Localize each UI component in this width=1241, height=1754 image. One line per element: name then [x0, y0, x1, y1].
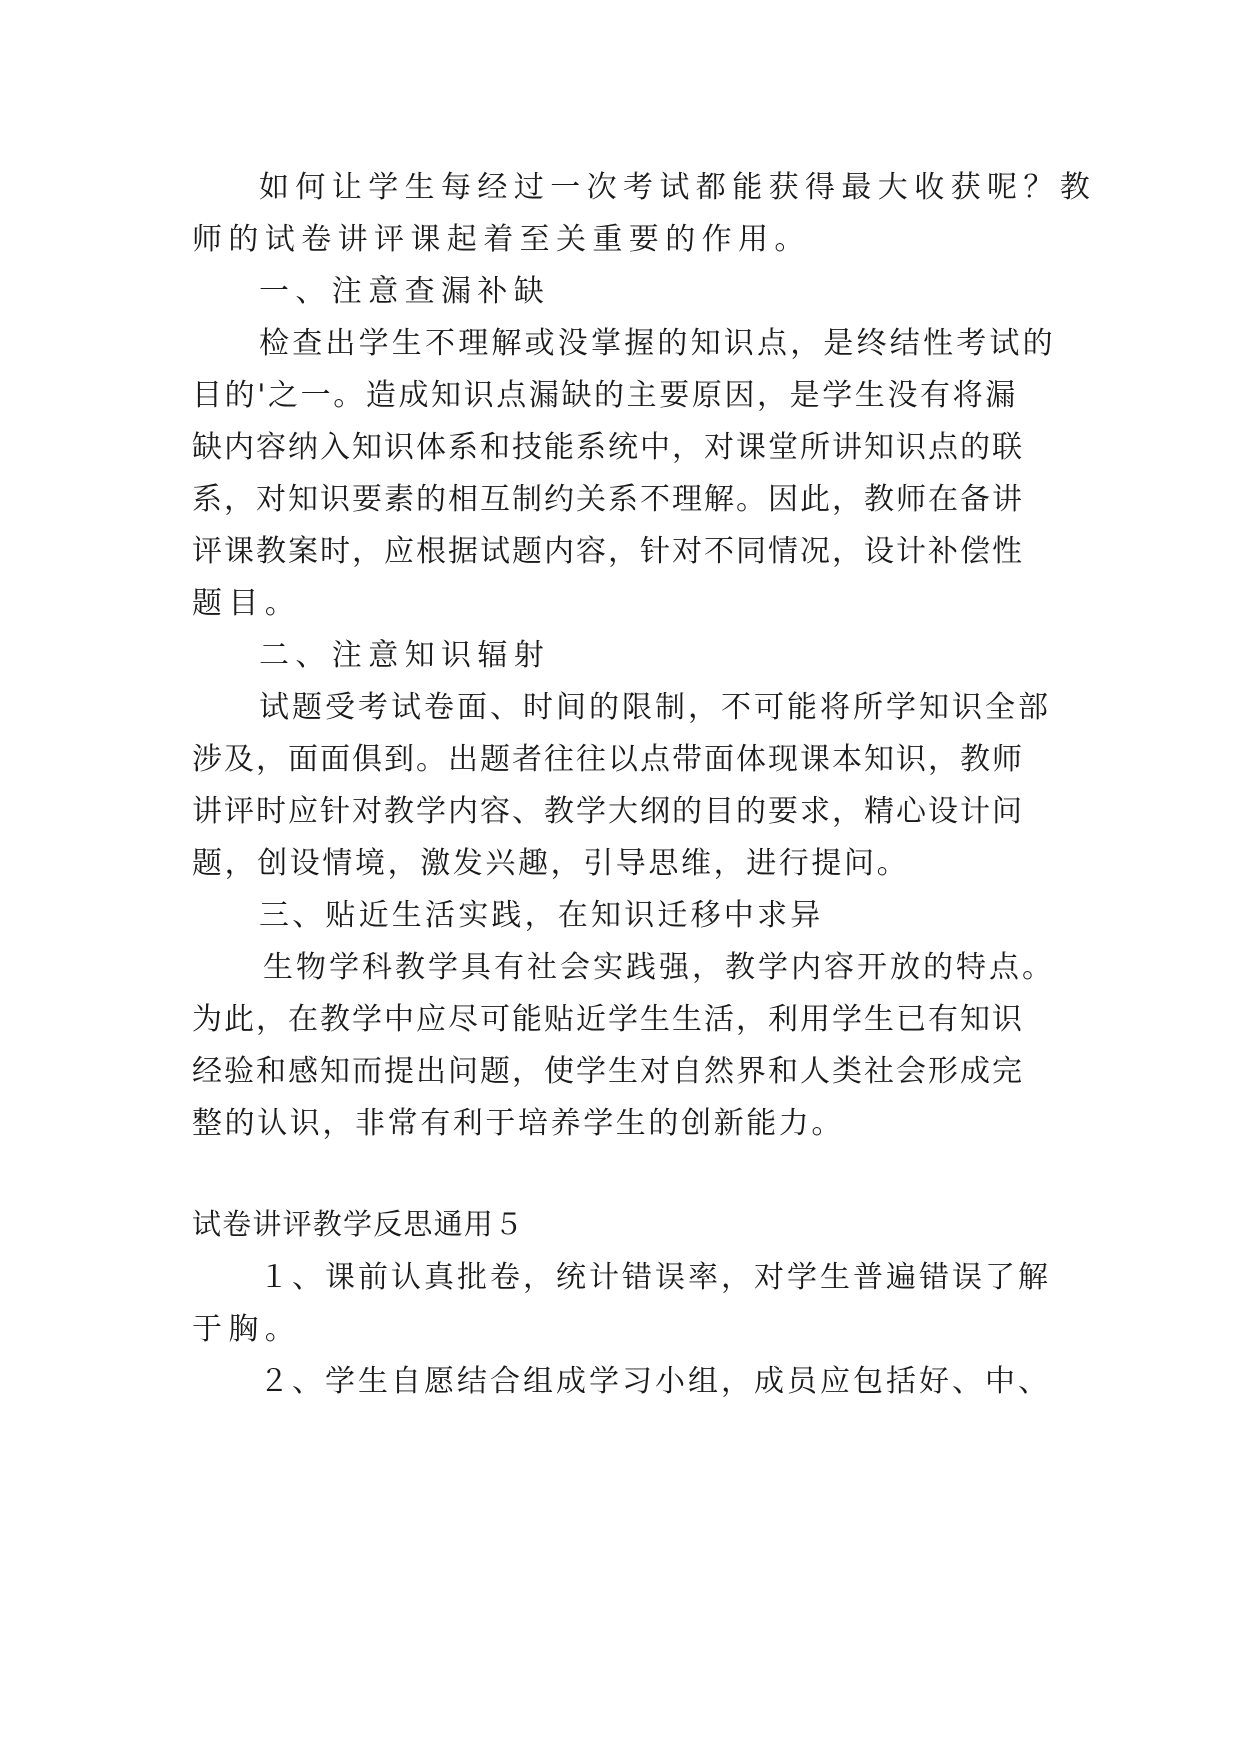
list-item-line: １、课前认真批卷，统计错误率，对学生普遍错误了解: [259, 1260, 1051, 1295]
paragraph-line: 如何让学生每经过一次考试都能获得最大收获呢？教: [259, 170, 1097, 205]
section-heading-3: 三、贴近生活实践，在知识迁移中求异: [259, 898, 824, 933]
list-item-line: 于胸。: [192, 1312, 302, 1347]
section-heading-2: 二、注意知识辐射: [259, 638, 551, 673]
paragraph-line: 缺内容纳入知识体系和技能系统中，对课堂所讲知识点的联: [192, 430, 1024, 465]
paragraph-line: 试题受考试卷面、时间的限制，不可能将所学知识全部: [259, 690, 1051, 725]
paragraph-line: 涉及，面面俱到。出题者往往以点带面体现课本知识，教师: [192, 742, 1024, 777]
paragraph-line: 系，对知识要素的相互制约关系不理解。因此，教师在备讲: [192, 482, 1024, 517]
document-section-title: 试卷讲评教学反思通用５: [192, 1207, 525, 1241]
paragraph-line: 整的认识，非常有利于培养学生的创新能力。: [192, 1106, 844, 1141]
paragraph-line: 目的'之一。造成知识点漏缺的主要原因，是学生没有将漏: [192, 378, 1018, 413]
paragraph-line: 师的试卷讲评课起着至关重要的作用。: [192, 222, 811, 257]
paragraph-line: 评课教案时，应根据试题内容，针对不同情况，设计补偿性: [192, 534, 1024, 569]
section-heading-1: 一、注意查漏补缺: [259, 274, 551, 309]
paragraph-line: 检查出学生不理解或没掌握的知识点，是终结性考试的: [259, 326, 1056, 361]
paragraph-line: 题目。: [192, 586, 302, 621]
paragraph-line: 讲评时应针对教学内容、教学大纲的目的要求，精心设计问: [192, 794, 1024, 829]
paragraph-line: 为此，在教学中应尽可能贴近学生生活，利用学生已有知识: [192, 1002, 1024, 1037]
paragraph-line: 经验和感知而提出问题，使学生对自然界和人类社会形成完: [192, 1054, 1024, 1089]
list-item-line: ２、学生自愿结合组成学习小组，成员应包括好、中、: [259, 1364, 1051, 1399]
paragraph-line: 题，创设情境，激发兴趣，引导思维，进行提问。: [192, 846, 910, 881]
paragraph-line: 生物学科教学具有社会实践强，教学内容开放的特点。: [263, 950, 1055, 985]
